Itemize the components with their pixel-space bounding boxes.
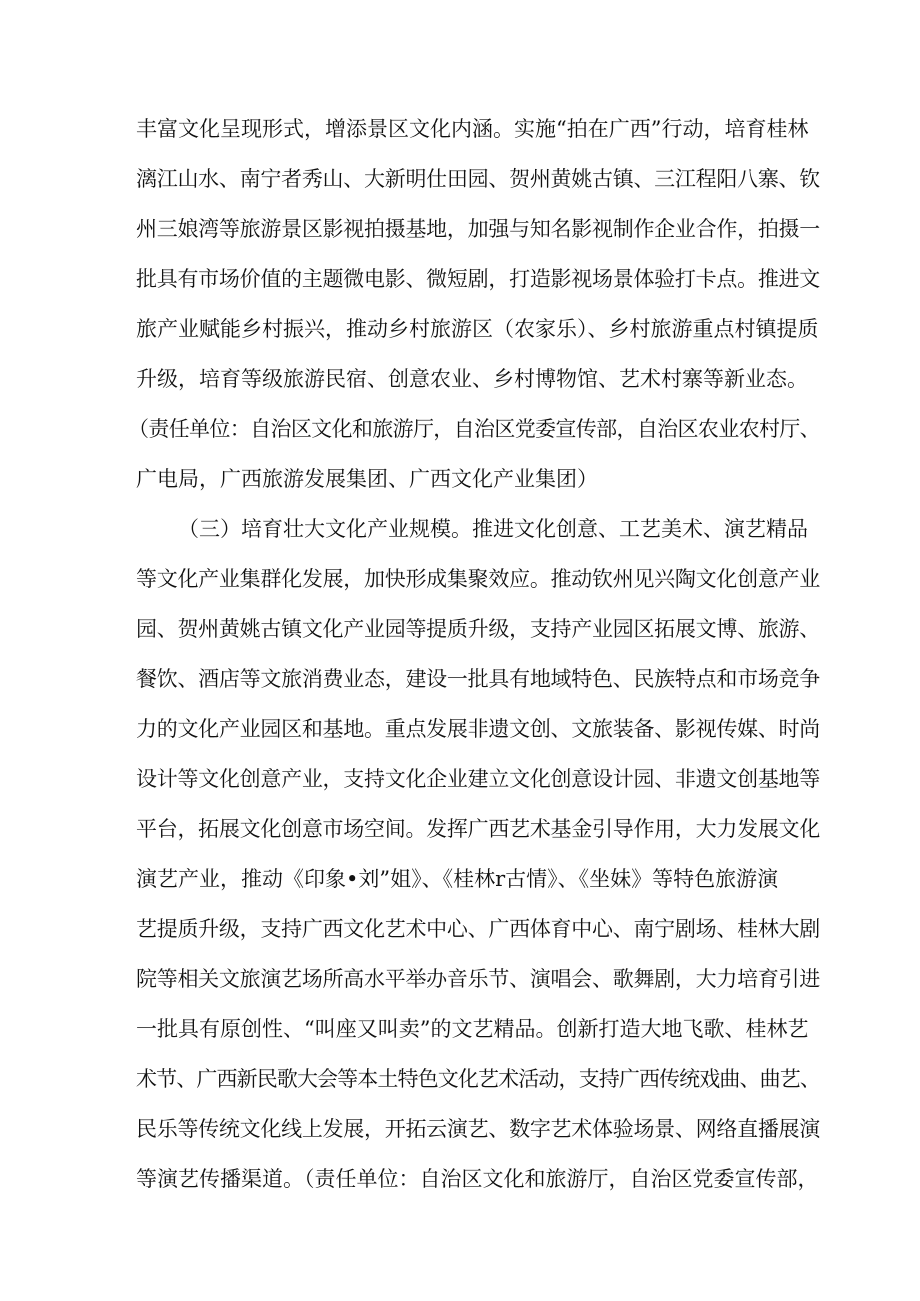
text-line: 园、贺州黄姚古镇文化产业园等提质升级，支持产业园区拓展文博、旅游、 [136, 617, 820, 641]
text-line: 广电局，广西旅游发展集团、广西文化产业集团） [136, 467, 598, 491]
text-line: 平台，拓展文化创意市场空间。发挥广西艺术基金引导作用，大力发展文化 [136, 817, 820, 841]
text-line: 州三娘湾等旅游景区影视拍摄基地，加强与知名影视制作企业合作，拍摄一 [136, 217, 820, 241]
text-line: 院等相关文旅演艺场所高水平举办音乐节、演唱会、歌舞剧，大力培育引进 [136, 967, 820, 991]
text-line: 术节、广西新民歌大会等本土特色文化艺术活动，支持广西传统戏曲、曲艺、 [136, 1067, 820, 1091]
text-line: 力的文化产业园区和基地。重点发展非遗文创、文旅装备、影视传媒、时尚 [136, 717, 820, 741]
text-line: 批具有市场价值的主题微电影、微短剧，打造影视场景体验打卡点。推进文 [136, 267, 820, 291]
text-line: 旅产业赋能乡村振兴，推动乡村旅游区（农家乐）、乡村旅游重点村镇提质 [136, 317, 819, 341]
text-line: 等文化产业集群化发展，加快形成集聚效应。推动钦州见兴陶文化创意产业 [136, 567, 820, 591]
text-line: 艺提质升级，支持广西文化艺术中心、广西体育中心、南宁剧场、桂林大剧 [136, 917, 820, 941]
text-line: 等演艺传播渠道。（责任单位：自治区文化和旅游厅，自治区党委宣传部， [136, 1167, 819, 1191]
text-line: 演艺产业，推动《印象•刘”姐》、《桂林r古情》、《坐妹》等特色旅游演 [136, 867, 779, 891]
text-line: 一批具有原创性、“叫座又叫卖”的文艺精品。创新打造大地飞歌、桂林艺 [136, 1017, 809, 1041]
text-line: （责任单位：自治区文化和旅游厅，自治区党委宣传部，自治区农业农村厅、 [128, 417, 820, 441]
text-line: 升级，培育等级旅游民宿、创意农业、乡村博物馆、艺术村寨等新业态。 [136, 367, 808, 391]
text-line: 民乐等传统文化线上发展，开拓云演艺、数字艺术体验场景、网络直播展演 [136, 1117, 820, 1141]
text-line: 漓江山水、南宁者秀山、大新明仕田园、贺州黄姚古镇、三江程阳八寨、钦 [136, 167, 820, 191]
text-line: （三）培育壮大文化产业规模。推进文化创意、工艺美术、演艺精品 [178, 517, 808, 541]
text-line: 设计等文化创意产业，支持文化企业建立文化创意设计园、非遗文创基地等 [136, 767, 820, 791]
text-line: 丰富文化呈现形式，增添景区文化内涵。实施“拍在广西”行动，培育桂林 [136, 117, 809, 141]
text-line: 餐饮、酒店等文旅消费业态，建设一批具有地域特色、民族特点和市场竞争 [136, 667, 820, 691]
